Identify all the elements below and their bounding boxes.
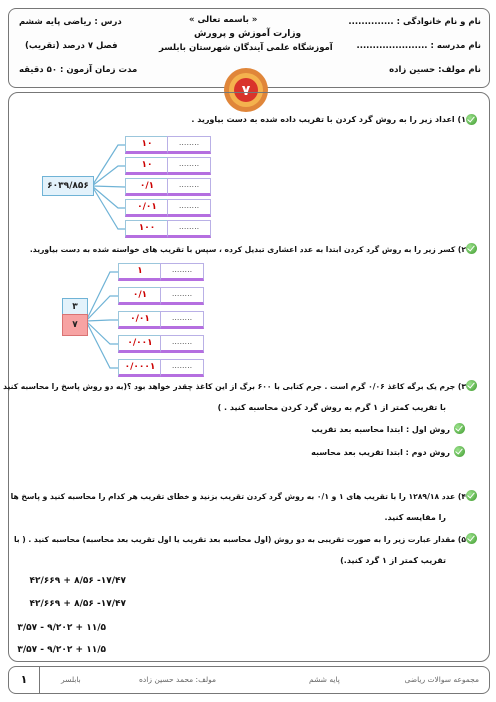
question-3-text: ۳) جرم یک برگه کاغذ ۰/۰۶ گرم است . جرم کتابی با ۶۰۰ برگ از این کاغذ چقدر خواهد بود ؟(به دو روش پاسخ را محاسبه کنید	[3, 382, 466, 391]
page-footer	[8, 666, 490, 694]
student-name-label: نام و نام خانوادگی : ..............	[348, 17, 481, 27]
q2-answer-1[interactable]: ........	[160, 263, 204, 281]
q1-answer-4[interactable]: ........	[167, 199, 211, 217]
expression-line-3: ۱۱/۵ + ۹/۲۰۲ - ۳/۵۷	[17, 623, 106, 633]
check-icon	[466, 533, 477, 544]
q1-answer-3[interactable]: ........	[167, 178, 211, 196]
footer-collection: مجموعه سوالات ریاضی	[404, 675, 479, 684]
subject-label: درس : ریاضی پایه ششم	[19, 17, 122, 27]
q1-approx-2: ۱۰	[125, 157, 169, 175]
basmala: « باسمه تعالی »	[189, 15, 258, 25]
check-icon	[454, 423, 465, 434]
q2-numerator: ۳	[62, 298, 88, 316]
author-label: نام مولف: حسین زاده	[389, 65, 481, 75]
expression-line-1: ۱۷/۴۷- ۸/۵۶ + ۴۲/۶۶۹	[29, 576, 126, 586]
footer-author: مولف: محمد حسین زاده	[139, 675, 217, 684]
chapter-label: فصل ۷ درصد (تقریب)	[25, 41, 118, 51]
q1-approx-3: ۰/۱	[125, 178, 169, 196]
page-number: ۱	[9, 667, 40, 693]
q1-answer-1[interactable]: ........	[167, 136, 211, 154]
footer-city: بابلسر	[61, 675, 81, 684]
q2-approx-4: ۰/۰۰۱	[118, 335, 162, 353]
ministry: وزارت آموزش و پرورش	[194, 29, 302, 39]
q2-answer-2[interactable]: ........	[160, 287, 204, 305]
q2-answer-5[interactable]: ........	[160, 359, 204, 377]
q1-answer-5[interactable]: ........	[167, 220, 211, 238]
q1-approx-1: ۱۰	[125, 136, 169, 154]
question-2-text: ۲) کسر زیر را به روش گرد کردن ابتدا به عدد اعشاری تبدیل کرده ، سپس با تقریب های خواسته شده به دست بیاورید.	[29, 245, 466, 254]
q2-answer-4[interactable]: ........	[160, 335, 204, 353]
q2-denominator: ۷	[62, 314, 88, 336]
q1-number: ۶۰۳۹/۸۵۶	[42, 176, 94, 196]
method-1-label: روش اول : ابتدا محاسبه بعد تقریب	[311, 425, 450, 434]
expression-line-2: ۱۷/۴۷- ۸/۵۶ + ۴۲/۶۶۹	[29, 599, 126, 609]
q1-approx-4: ۰/۰۱	[125, 199, 169, 217]
check-icon	[466, 380, 477, 391]
q2-approx-1: ۱	[118, 263, 162, 281]
q2-approx-3: ۰/۰۱	[118, 311, 162, 329]
check-icon	[466, 490, 477, 501]
expression-line-4: ۱۱/۵ + ۹/۲۰۲ - ۳/۵۷	[17, 645, 106, 655]
question-3-text-2: با تقریب کمتر از ۱ گرم به روش گرد کردن محاسبه کنید . )	[217, 403, 446, 412]
exam-time-label: مدت زمان آزمون : ۵۰ دقیقه	[19, 65, 138, 75]
svg-text:۷: ۷	[241, 83, 251, 99]
q2-approx-2: ۰/۱	[118, 287, 162, 305]
footer-grade: پایه ششم	[309, 675, 340, 684]
method-2-label: روش دوم : ابتدا تقریب بعد محاسبه	[311, 448, 450, 457]
question-5-text-2: تقریب کمتر از ۱ گرد کنید.)	[340, 556, 446, 565]
department: آموزشگاه علمی آیندگان شهرستان بابلسر	[159, 43, 333, 53]
q2-approx-5: ۰/۰۰۰۱	[118, 359, 162, 377]
check-icon	[466, 243, 477, 254]
question-4-text-2: را مقایسه کنید.	[384, 513, 446, 522]
q1-approx-5: ۱۰۰	[125, 220, 169, 238]
question-4-text: ۴) عدد ۱۲۸۹/۱۸ را با تقریب های ۱ و ۰/۱ به روش گرد کردن تقریب بزنید و خطای تقریب هر کدام را محاسبه کنید و پاسخ ها	[10, 492, 466, 501]
question-1-text: ۱) اعداد زیر را به روش گرد کردن با تقریب داده شده به دست بیاورید .	[191, 115, 466, 124]
school-label: نام مدرسه : ......................	[356, 41, 481, 51]
q1-answer-2[interactable]: ........	[167, 157, 211, 175]
check-icon	[454, 446, 465, 457]
question-5-text: ۵) مقدار عبارت زیر را به صورت تقریبی به دو روش (اول محاسبه بعد تقریب یا اول تقریب بعد محاسبه) محاسبه کنید . ( با	[13, 535, 466, 544]
q2-answer-3[interactable]: ........	[160, 311, 204, 329]
